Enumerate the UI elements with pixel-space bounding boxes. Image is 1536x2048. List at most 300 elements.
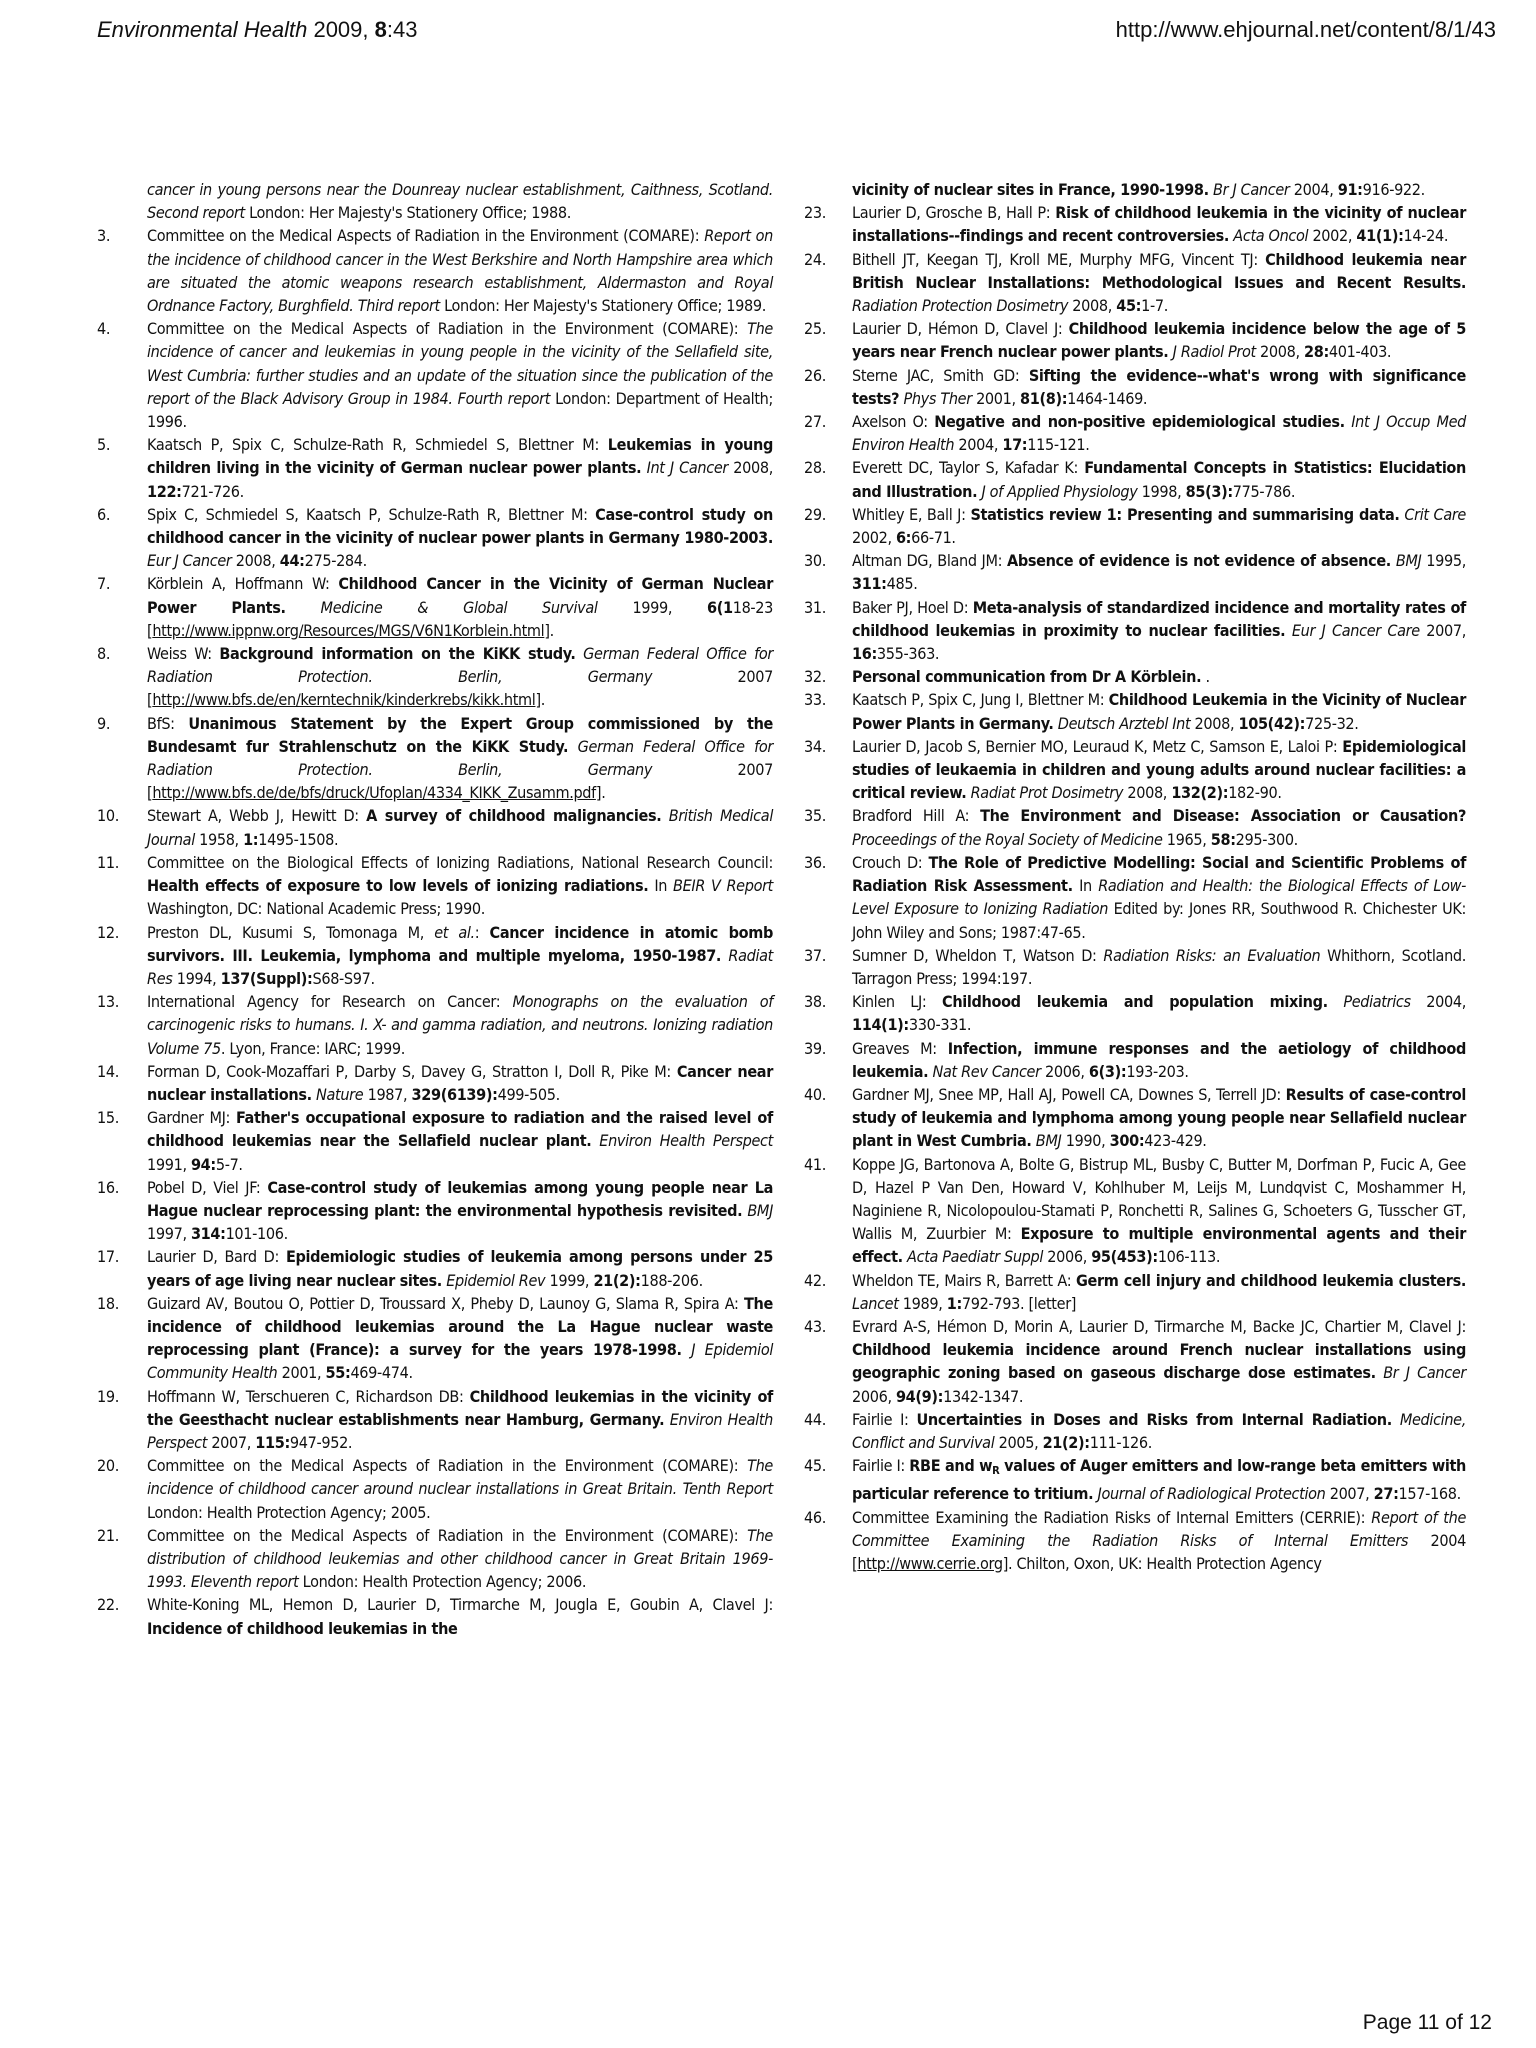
italic-text: British Medical Journal [147,806,773,849]
reference-number: 25. [804,319,826,339]
reference-text [852,944,1466,990]
reference-text [147,851,773,921]
reference-link[interactable]: http://www.cerrie.org [857,1553,1003,1573]
reference-number: 31. [804,597,826,617]
article-title: 6: [895,528,912,548]
reference-number: 8. [97,644,111,664]
reference-number: 36. [804,852,826,872]
plain-text: 1989, [898,1293,947,1313]
reference-number: 42. [804,1270,826,1290]
reference-text [147,503,773,573]
article-title: 122: [147,481,182,501]
reference-text [147,1292,773,1385]
reference-text [852,1408,1466,1454]
reference-list-left [97,224,773,1639]
journal-volume: 8 [374,17,387,42]
plain-text: Sumner D, Wheldon T, Watson D: [852,945,1104,965]
reference-text [852,596,1466,666]
article-title: 85(3): [1185,481,1233,501]
plain-text: . [1201,667,1210,687]
plain-text: International Agency for Research on Cancer: [147,992,513,1012]
plain-text: 2008, [728,458,773,478]
plain-text: London: Her Majesty's Stationery Office; 1989. [439,296,766,316]
reference-number: 24. [804,249,826,269]
article-title: Infection, immune responses and the aetiology of childhood leukemia. [852,1038,1466,1081]
article-title: Childhood leukemias in the vicinity of the Geesthacht nuclear establishments near Hamburg, Germany. [147,1386,773,1429]
reference-number: 16. [97,1177,119,1197]
article-title: Exposure to multiple environmental agents and their effect. [852,1224,1466,1267]
article-number: :43 [386,17,418,42]
reference-item [97,1524,773,1594]
article-title: 1: [946,1293,962,1313]
reference-number: 13. [97,992,119,1012]
plain-text: White-Koning ML, Hemon D, Laurier D, Tirmarche M, Jougla E, Goubin A, Clavel J: [147,1595,773,1615]
article-title: Case-control study of leukemias among young people near La Hague nuclear reprocessing plant: the environmental hypothesis revisited. [147,1177,773,1220]
plain-text: 485. [886,574,918,594]
plain-text: Whitley E, Ball J: [852,504,971,524]
reference-text [147,921,773,991]
plain-text: 2008, [1190,713,1239,733]
italic-text: Report on the incidence of childhood cancer in the West Berkshire and North Hampshire area which are situated the atomic weapons research establishment, Aldermaston and Royal Ordnance Factory, Burghfield. Third report [147,226,774,316]
article-title: Childhood leukemia incidence below the age of 5 years near French nuclear power plants. [852,319,1466,362]
article-title: 300: [1109,1131,1145,1151]
reference-text [852,990,1466,1036]
plain-text: Baker PJ, Hoel D: [852,597,973,617]
plain-text: Pobel D, Viel JF: [147,1177,268,1197]
article-title: Childhood leukemia and population mixing. [942,992,1328,1012]
reference-number: 17. [97,1247,119,1267]
italic-text: BMJ [1395,551,1422,571]
italic-text: The distribution of childhood leukemias and other childhood cancer in Great Britain 1969-1993. Eleventh report [147,1525,773,1592]
article-title: 1: [243,829,259,849]
article-title: vicinity of nuclear sites in France, 1990-1998. [852,180,1209,199]
plain-text: 182-90. [1228,783,1282,803]
reference-text [147,1524,773,1594]
plain-text: Committee on the Medical Aspects of Radiation in the Environment (COMARE): [147,319,748,339]
reference-item [804,503,1466,549]
italic-text: Crit Care [1404,504,1466,524]
plain-text: Koppe JG, Bartonova A, Bolte G, Bistrup ML, Busby C, Butter M, Dorfman P, Fucic A, Gee D, Hazel P Van Den, Howard V, Kohlhuber M, Leijs M, Lundqvist C, Moshammer H, Naginiene R, Nicolopoulou-Stamati P, Ronchetti R, Salines G, Schoeters G, Tusscher GT, Wallis M, Zuurbier M: [852,1154,1466,1244]
italic-text: BMJ [747,1200,773,1220]
reference-item [97,1454,773,1524]
reference-item [97,1593,773,1639]
plain-text: London: Her Majesty's Stationery Office; 1988. [244,203,571,223]
reference-number: 29. [804,504,826,524]
reference-number: 30. [804,551,826,571]
reference-text [147,1245,773,1291]
italic-text: German Federal Office for Radiation Protection. Berlin, Germany [147,644,773,687]
reference-item [804,317,1466,363]
reference-text [852,549,1466,595]
plain-text: Kaatsch P, Spix C, Schulze-Rath R, Schmiedel S, Blettner M: [147,435,608,455]
reference-link[interactable]: http://www.bfs.de/en/kerntechnik/kinderkrebs/kikk.html [152,690,536,710]
article-title: Epidemiologic studies of leukemia among persons under 25 years of age living near nuclear sites. [147,1247,773,1290]
article-title: Leukemias in young children living in the vicinity of German nuclear power plants. [147,435,773,478]
plain-text: 1464-1469. [1067,388,1148,408]
reference-continuation [97,178,773,224]
reference-item [97,1176,773,1246]
plain-text: ]. [535,690,546,710]
italic-text: Proceedings of the Royal Society of Medicine [852,829,1163,849]
reference-item [97,990,773,1060]
article-title: The Role of Predictive Modelling: Social and Scientific Problems of Radiation Risk Assessment. [852,852,1467,896]
reference-item [97,642,773,712]
reference-item [804,248,1466,318]
reference-number: 37. [804,945,826,965]
article-title: Health effects of exposure to low levels of ionizing radiations. [147,876,649,896]
reference-item [97,804,773,850]
article-title: The incidence of childhood leukemias around the La Hague nuclear waste reprocessing plant (France): a survey for the years 1978-1998. [147,1293,773,1360]
reference-number: 22. [97,1595,119,1615]
italic-text: Radiat Prot Dosimetry [970,783,1124,803]
plain-text: 2004, [1410,992,1466,1012]
article-title: 55: [325,1363,351,1383]
reference-list-right [804,201,1466,1575]
reference-item [804,549,1466,595]
references-column-right [804,178,1466,1575]
plain-text: 18-23 [ [147,597,774,640]
plain-text: 193-203. [1126,1061,1189,1081]
article-title: 114(1): [852,1015,909,1035]
reference-item [804,456,1466,502]
plain-text: 2002, [1308,226,1357,246]
reference-item [804,410,1466,456]
italic-text: Environ Health Perspect [599,1131,773,1151]
plain-text: Fairlie I: [852,1456,910,1476]
italic-text: Phys Ther [903,388,972,408]
plain-text: 14-24. [1403,226,1449,246]
reference-number: 32. [804,667,826,687]
plain-text: Sterne JAC, Smith GD: [852,365,1029,385]
reference-number: 34. [804,736,826,756]
article-title: Childhood Cancer in the Vicinity of German Nuclear Power Plants. [147,574,773,617]
plain-text: 2006, [1040,1061,1089,1081]
plain-text: ]. Chilton, Oxon, UK: Health Protection Agency [1002,1553,1322,1573]
reference-text [852,804,1466,850]
reference-text [147,990,773,1060]
plain-text: 1965, [1162,829,1211,849]
subscript: R [992,1464,1000,1478]
plain-text: Gardner MJ: [147,1108,236,1128]
plain-text: Laurier D, Hémon D, Clavel J: [852,319,1069,339]
italic-text: Acta Oncol [1233,226,1309,246]
plain-text: 2007 [ [147,667,773,710]
reference-item [97,317,773,433]
article-title: 21(2): [593,1270,641,1290]
plain-text: Committee Examining the Radiation Risks of Internal Emitters (CERRIE): [852,1507,1372,1527]
italic-text: Radiation and Health: the Biological Effects of Low-Level Exposure to Ionizing Radiation [852,876,1466,919]
journal-year: 2009, [307,17,375,42]
plain-text: 1342-1347. [943,1386,1024,1406]
article-title: 314: [190,1224,226,1244]
reference-number: 15. [97,1108,119,1128]
plain-text: 1-7. [1141,296,1168,316]
reference-text [147,1593,773,1639]
article-url[interactable]: http://www.ehjournal.net/content/8/1/43 [1115,17,1496,42]
italic-text: Radiation Risks: an Evaluation [1103,945,1321,965]
plain-text: 2004 [ [852,1530,1466,1573]
reference-item [804,990,1466,1036]
plain-text: 295-300. [1235,829,1298,849]
plain-text: Laurier D, Bard D: [147,1247,286,1267]
plain-text: Crouch D: [852,852,929,872]
reference-number: 26. [804,365,826,385]
reference-number: 40. [804,1084,826,1104]
plain-text: Laurier D, Jacob S, Bernier MO, Leuraud K, Metz C, Samson E, Laloi P: [852,736,1343,756]
italic-text: The incidence of cancer and leukemias in young people in the vicinity of the Sellafield site, West Cumbria: further studies and an update of the situation since the publication of the report of the Black Advisory Group in 1984. Fourth report [147,319,773,408]
reference-number: 43. [804,1316,826,1336]
plain-text: Forman D, Cook-Mozaffari P, Darby S, Davey G, Stratton I, Doll R, Pike M: [147,1061,677,1081]
plain-text: 469-474. [350,1363,413,1383]
italic-text: Acta Paediatr Suppl [907,1247,1044,1267]
article-title: 115: [255,1432,290,1452]
plain-text: Laurier D, Grosche B, Hall P: [852,203,1056,223]
plain-text: Kaatsch P, Spix C, Jung I, Blettner M: [852,690,1109,710]
reference-number: 27. [804,412,826,432]
italic-text: Lancet [852,1293,899,1313]
plain-text: 115-121. [1027,435,1090,455]
reference-item [97,1106,773,1176]
article-title: values of Auger emitters and low-range beta emitters with particular reference to tritium. [852,1456,1466,1504]
plain-text: S68-S97. [312,968,375,988]
reference-item [97,572,773,642]
article-title: Case-control study on childhood cancer in the vicinity of nuclear power plants in Germany 1980-2003. [147,504,773,548]
italic-text: Environ Health Perspect [147,1409,773,1452]
plain-text: 401-403. [1328,342,1392,362]
reference-item [804,1315,1466,1408]
italic-text: Br J Cancer [1213,180,1290,199]
reference-item [97,1060,773,1106]
reference-item [804,851,1466,944]
plain-text: London: Health Protection Agency; 2005. [147,1502,431,1522]
page-number: Page 11 of 12 [1362,2011,1492,2034]
reference-item [804,1408,1466,1454]
reference-text [147,712,773,805]
italic-text: cancer in young persons near the Dounreay nuclear establishment, Caithness, Scotland. Second report [147,180,773,223]
plain-text: 1994, [172,968,221,988]
reference-number: 46. [804,1507,826,1527]
reference-text [852,688,1466,734]
plain-text: 2007, [207,1432,256,1452]
italic-text: Medicine, Conflict and Survival [852,1409,1466,1452]
article-title: Uncertainties in Doses and Risks from Internal Radiation. [916,1409,1392,1429]
references-column-left [97,178,773,1640]
plain-text: 916-922. [1362,180,1425,199]
plain-text: 2002, [852,528,896,548]
reference-number: 7. [97,574,111,594]
reference-text [147,317,773,433]
reference-text [147,224,773,317]
plain-text: 499-505. [497,1084,560,1104]
reference-text [852,735,1466,805]
reference-number: 20. [97,1456,119,1476]
article-title: Cancer incidence in atomic bomb survivors. III. Leukemia, lymphoma and multiple myeloma, 1950-1987. [147,922,774,965]
plain-text: Bradford Hill A: [852,806,981,826]
reference-number: 35. [804,806,826,826]
article-title: 311: [852,574,887,594]
article-title: Fundamental Concepts in Statistics: Elucidation and Illustration. [852,458,1466,501]
reference-text [147,433,773,503]
italic-text: The incidence of childhood cancer around nuclear installations in Great Britain. Tenth Report [147,1456,773,1499]
article-title: 44: [279,551,305,571]
plain-text: 2006, [852,1386,896,1406]
article-title: 45: [1116,296,1142,316]
reference-link[interactable]: http://www.bfs.de/de/bfs/druck/Ufoplan/4334_KIKK_Zusamm.pdf [152,783,596,803]
reference-number: 14. [97,1061,119,1081]
plain-text [286,598,321,617]
plain-text: 775-786. [1232,481,1296,501]
reference-text [852,1037,1466,1083]
plain-text [661,806,668,825]
plain-text: 2001, [971,388,1021,408]
article-title: 16: [852,644,877,664]
reference-number: 5. [97,435,111,455]
italic-text: Report of the Committee Examining the Radiation Risks of Internal Emitters [852,1507,1467,1550]
reference-number: 41. [804,1154,826,1174]
italic-text: Nat Rev Cancer [932,1061,1041,1081]
italic-text: Eur J Cancer [147,551,232,571]
article-title: Absence of evidence is not evidence of absence. [1006,551,1391,571]
plain-text: Wheldon TE, Mairs R, Barrett A: [852,1270,1076,1290]
reference-number: 9. [97,713,111,733]
reference-item [97,224,773,317]
article-title: Personal communication from Dr A Körblein. [852,667,1202,687]
reference-number: 23. [804,203,826,223]
plain-text [682,1340,692,1359]
plain-text: 423-429. [1144,1131,1207,1151]
article-title: 94(9): [895,1386,944,1406]
reference-item [804,665,1466,688]
reference-text [147,1106,773,1176]
plain-text: 792-793. [letter] [961,1293,1077,1313]
reference-text [852,456,1466,502]
italic-text: Radiat Res [147,945,773,988]
plain-text: 66-71. [911,528,956,548]
plain-text: 1990, [1061,1131,1110,1151]
plain-text: In [648,876,674,896]
italic-text: Br J Cancer [1383,1363,1466,1383]
italic-text: Pediatrics [1343,992,1411,1012]
reference-number: 4. [97,319,111,339]
italic-text: BMJ [1035,1131,1062,1151]
reference-text [852,364,1466,410]
reference-text [852,503,1466,549]
article-title: 41(1): [1356,226,1404,246]
reference-number: 45. [804,1456,826,1476]
italic-text: Epidemiol Rev [446,1270,546,1290]
article-title: Cancer near nuclear installations. [147,1061,774,1104]
reference-text [852,851,1466,944]
reference-item [97,712,773,805]
plain-text: 2007, [1419,620,1466,640]
reference-number: 18. [97,1293,119,1313]
article-title: 329(6139): [411,1084,498,1104]
plain-text: Gardner MJ, Snee MP, Hall AJ, Powell CA, Downes S, Terrell JD: [852,1084,1286,1104]
article-title: Father's occupational exposure to radiation and the raised level of childhood leukemias near the Sellafield nuclear plant. [147,1108,773,1151]
reference-text [147,642,773,712]
plain-text: 1997, [147,1224,191,1244]
reference-item [804,1037,1466,1083]
italic-text: Medicine & Global Survival [320,597,598,617]
plain-text: BfS: [147,713,189,733]
plain-text: Evrard A-S, Hémon D, Morin A, Laurier D, Tirmarche M, Backe JC, Chartier M, Clavel J: [852,1316,1466,1336]
plain-text: 355-363. [876,644,940,664]
plain-text: Körblein A, Hoffmann W: [147,574,339,594]
reference-number: 19. [97,1386,119,1406]
article-title: Results of case-control study of leukemia and lymphoma among young people near Sellafield nuclear plant in West Cumbria. [852,1084,1467,1151]
italic-text: German Federal Office for Radiation Protection. Berlin, Germany [147,736,773,780]
plain-text: Committee on the Medical Aspects of Radiation in the Environment (COMARE): [147,1525,748,1545]
plain-text: 2006, [1043,1247,1092,1267]
italic-text: Int J Cancer [646,458,729,478]
plain-text: 2004, [954,435,1003,455]
plain-text: 721-726. [181,481,244,501]
article-title: 58: [1210,829,1236,849]
article-title: Sifting the evidence--what's wrong with significance tests? [852,365,1466,408]
plain-text: 1999, [545,1270,594,1290]
plain-text: 725-32. [1305,713,1359,733]
reference-text [852,201,1466,247]
article-title: 81(8): [1020,388,1068,408]
reference-item [804,735,1466,805]
article-title: 27: [1373,1484,1399,1504]
article-title: Incidence of childhood leukemias in the [147,1618,458,1638]
article-title: 132(2): [1171,783,1229,803]
article-title: Childhood leukemia near British Nuclear Installations: Methodological Issues and Recent Results. [852,249,1466,292]
reference-item [97,1385,773,1455]
article-title: Background information on the KiKK study. [219,644,576,664]
reference-number: 11. [97,852,119,872]
article-title: Childhood leukemia incidence around French nuclear installations using geographic zoning based on gaseous discharge dose estimates. [852,1340,1466,1383]
reference-text [852,1506,1466,1576]
plain-text: ]. [544,620,554,640]
reference-item [804,1153,1466,1269]
italic-text: Radiation Protection Dosimetry [852,296,1069,316]
plain-text: 330-331. [908,1015,972,1035]
reference-text [852,1315,1466,1408]
italic-text: Eur J Cancer Care [1291,620,1420,640]
plain-text: Whithorn, Scotland. Tarragon Press; 1994:197. [852,945,1466,988]
reference-link[interactable]: http://www.ippnw.org/Resources/MGS/V6N1Korblein.html [152,620,545,640]
plain-text: 2008, [231,551,280,571]
italic-text: Monographs on the evaluation of carcinogenic risks to humans. I. X- and gamma radiation, and neutrons. Ionizing radiation Volume 75 [147,992,773,1058]
plain-text: 1495-1508. [258,829,339,849]
reference-text [852,1269,1466,1315]
reference-item [804,1454,1466,1505]
article-title: 28: [1304,342,1329,362]
plain-text: 2008, [1123,783,1172,803]
plain-text: London: Department of Health; 1996. [147,388,773,432]
reference-text [852,1083,1466,1153]
article-title: Negative and non-positive epidemiological studies. [934,412,1345,432]
journal-name: Environmental Health [97,17,308,42]
plain-text: 1991, [147,1154,191,1174]
plain-text: Altman DG, Bland JM: [852,551,1007,571]
reference-number: 21. [97,1525,119,1545]
plain-text: 2005, [994,1432,1043,1452]
reference-text [852,1153,1466,1269]
plain-text: 2004, [1289,180,1338,199]
page-header [97,17,1496,47]
plain-text: 2008, [1068,296,1117,316]
reference-number: 28. [804,458,826,478]
plain-text: 2007, [1325,1484,1374,1504]
plain-text: London: Health Protection Agency; 2006. [298,1572,587,1592]
reference-number: 39. [804,1038,826,1058]
plain-text: Spix C, Schmiedel S, Kaatsch P, Schulze-Rath R, Blettner M: [147,504,596,524]
reference-text [147,1060,773,1106]
article-title: Meta-analysis of standardized incidence and mortality rates of childhood leukemias in proximity to nuclear facilities. [852,597,1466,640]
